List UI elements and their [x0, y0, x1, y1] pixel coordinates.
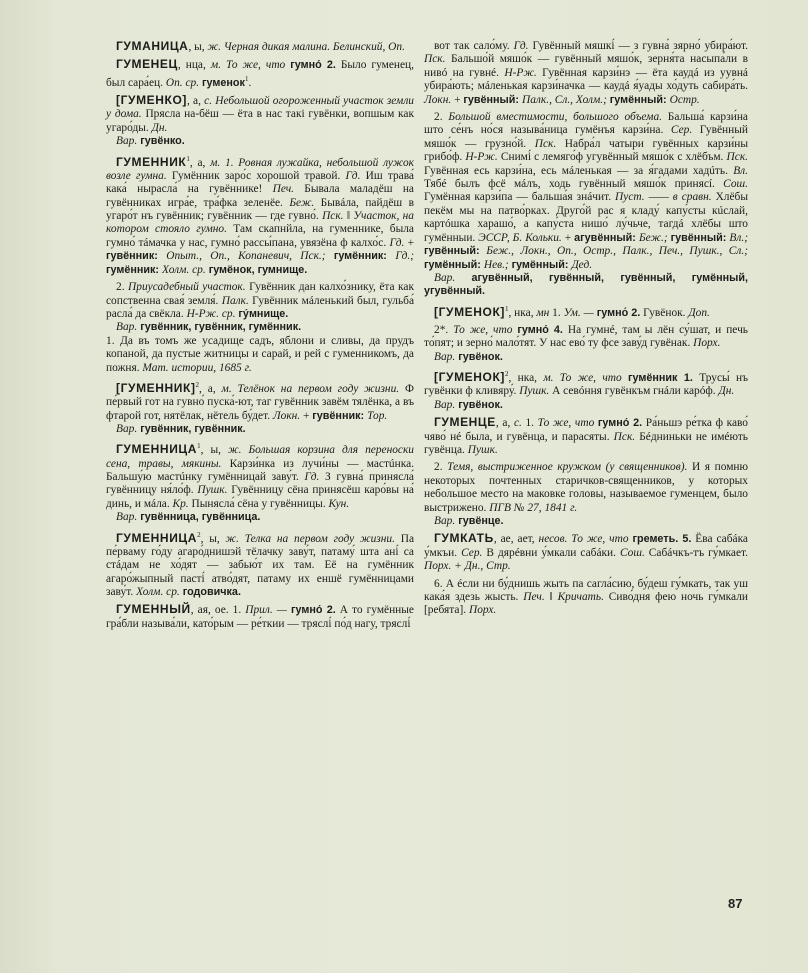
italic-gloss: ж. Телка на первом году жизни.: [225, 532, 395, 545]
text-run: Гувённая карзи́нэ — ёта каудá из уувнá убира́ють; мáленькая карзи́начка — каудá я́уады хо́дуть сабира́ть.: [424, 66, 748, 93]
text-run: 2.: [116, 281, 129, 294]
text-run: З гувна́ принясла́ гувённицу ня́ло́ф.: [106, 470, 414, 497]
text-run: , ая, ое. 1.: [190, 604, 246, 617]
variant-forms: [106, 423, 414, 436]
text-run: Тябé былъ фсё мáлъ, ходь гувённый мяшо́к принясí.: [424, 178, 724, 191]
text-run: +: [404, 236, 414, 249]
entry-text: [424, 461, 748, 515]
italic-gloss: Вар.: [434, 398, 456, 411]
italic-gloss: м. Телёнок на первом году жизни.: [221, 382, 400, 395]
text-run: А то гумённые гра́бли называ́ли, като́рым — ре́ткии — тряслі́ по́д нагу, тряслі́: [106, 604, 414, 630]
text-run: , ае, ает,: [493, 533, 539, 546]
italic-gloss: Пск. ‖ Участок, на котором стояло гумно.: [106, 210, 414, 236]
italic-gloss: Пск.: [534, 137, 557, 150]
entry-text: [106, 603, 414, 631]
entry-text: [106, 153, 414, 277]
italic-gloss: Локн.: [424, 93, 452, 106]
text-run: 2*.: [434, 323, 454, 336]
italic-gloss: Пушк.: [519, 385, 550, 398]
italic-gloss: Большой вместимости, большого объема.: [448, 111, 662, 124]
headword: ГУМЕННИК: [116, 154, 187, 169]
variant-forms: [424, 515, 748, 528]
text-run: , а,: [186, 95, 205, 108]
bold-form: гувённик:: [312, 409, 368, 422]
italic-gloss: с.: [513, 417, 522, 430]
entry-gumennik1-2: [106, 281, 414, 375]
entry-text: [106, 281, 414, 321]
text-run: Ра́ньшэ ре́тка ф каво́ чяво́ нé была, и гувёнца, и парасяты.: [424, 417, 748, 443]
bold-form: гумёнок, гумнище.: [205, 263, 308, 276]
bold-form: гумённик:: [333, 250, 396, 263]
text-run: 2: [504, 370, 509, 379]
italic-gloss: Беж.;: [638, 231, 671, 244]
text-run: 1.: [521, 417, 538, 430]
bold-form: гу́мнище.: [235, 307, 289, 320]
text-run: +: [300, 409, 313, 422]
entry-text: [424, 111, 748, 272]
text-run: Ф пе́рвый гот на гувно́ пуска́-ют, таг гувённик завём тялёнка, а въ фтарой гот, нятёлак, нётель бу́дет.: [106, 382, 414, 422]
text-run: И я помню некоторых почтенных старичков-священников, у которых небольшое место на маковке головы, называемое гуменцем, было выстрижено.: [424, 461, 749, 514]
text-run: Карзи́нка из лучи́ны — мастúнка. Бальшу́ю мастúнку гумённицай заву́т.: [106, 457, 414, 483]
entry-text: [424, 368, 748, 399]
right-column: [424, 40, 748, 622]
text-run: Гувённик дан калхо́знику, ёта как сопственна свая́ земля́.: [106, 281, 414, 307]
italic-gloss: Вар.: [116, 422, 138, 435]
italic-gloss: Беж.: [289, 196, 315, 209]
page-number: 87: [728, 896, 743, 911]
italic-gloss: Вар.: [434, 350, 456, 363]
italic-gloss: Н-Рж. ср.: [186, 307, 236, 320]
bold-form: гуменок: [199, 76, 245, 89]
entry-gumennik2: [106, 379, 414, 436]
text-run: Сиво́дня фею ночь гу́мкали [ребята].: [424, 591, 748, 617]
italic-gloss: несов. То же, что: [538, 533, 633, 546]
italic-gloss: Н-Рж.: [465, 151, 498, 164]
entry-gumanica: [106, 40, 414, 54]
italic-gloss: Н-Рж.: [504, 66, 537, 79]
text-run: А севóння гувёнкъм гнáли карóф.: [549, 385, 719, 398]
bold-form: гумно́ 2.: [290, 59, 336, 72]
bold-form: гувённый:: [670, 231, 730, 244]
text-run: Бальша́ карзи́на што се́нъ но́ся называ́ница гумёнъя карзи́на.: [424, 111, 748, 137]
bold-form: гумно́ 2.: [286, 604, 336, 617]
italic-gloss: Вар.: [116, 135, 138, 148]
italic-gloss: мн: [536, 306, 550, 319]
italic-gloss: м. То же, что: [210, 59, 291, 72]
entry-text: [424, 416, 748, 457]
entry-text: [106, 40, 414, 54]
entry-gumennica1: [106, 440, 414, 524]
text-run: Иш трава́ кака́ нырасла́ на гувённике!: [106, 169, 414, 196]
italic-gloss: Дн.: [151, 121, 168, 134]
italic-gloss: Кун.: [328, 497, 350, 510]
text-run: Бывала маладёш на гувённиках игра́е, тра́фка зеленёе.: [106, 183, 414, 209]
text-run: 6. А éсли ни бу́днишь жыть па сагла́сию, бу́деш гу́мкать, так уш кака́я здезь жысть.: [424, 577, 748, 604]
bold-form: гувёнок.: [455, 350, 503, 363]
bold-form: гумённый:: [511, 258, 572, 271]
entry-gumenec: [106, 58, 414, 90]
left-column: [106, 40, 414, 635]
italic-gloss: Сош.: [723, 178, 748, 191]
text-run: Там скапнйла, на гуменнике, была гумно́ тáмачка у нас, гумно́ рассы́пана, увязёна ф калхо́с.: [106, 223, 414, 249]
italic-gloss: м. То же, что: [543, 371, 628, 384]
italic-gloss: Вл.;: [729, 231, 748, 244]
headword: ГУМЕННИЦА: [116, 530, 198, 545]
variant-forms: [106, 321, 414, 334]
entry-text: [424, 40, 748, 107]
italic-gloss: Тор.: [367, 409, 388, 422]
variant-forms: [424, 351, 748, 364]
text-run: +: [451, 93, 464, 106]
italic-gloss: Гд.;: [395, 250, 414, 263]
text-run: , а,: [495, 417, 514, 430]
italic-gloss: Оп. ср.: [165, 76, 200, 89]
italic-gloss: Палк.: [221, 294, 249, 307]
entry-text: [106, 440, 414, 511]
entry-gumenok2: [424, 368, 748, 412]
bold-form: гувённица, гувённица.: [137, 511, 261, 524]
text-run: Гувённый мяшкі́ — з гувна́ зярно́ убира́ют.: [528, 40, 748, 52]
entry-text: [424, 324, 748, 351]
italic-gloss: Локн.: [272, 409, 301, 422]
italic-gloss: ж. Черная дикая малина. Белинский, Оп.: [207, 41, 405, 53]
text-run: Снимі́ с лемяго́ф угувённый мяшо́к с хлёбъм.: [497, 151, 727, 164]
italic-gloss: То же, что: [537, 417, 598, 430]
text-run: 1: [504, 304, 509, 313]
entry-gumennyj-cont: [424, 40, 748, 107]
text-run: Набра́л чатыри гувённых карзи́ны грибо́ф.: [424, 137, 748, 164]
bold-form: агувённый:: [574, 231, 639, 244]
italic-gloss: Пушк.: [467, 443, 498, 456]
variant-forms: [424, 399, 748, 412]
text-run: Гумённая карзи́па — бальша́я знáчит.: [424, 191, 616, 204]
variant-forms: [424, 272, 748, 299]
italic-gloss: Сер.: [670, 124, 693, 137]
italic-gloss: Беж., Локн., Оп., Остр., Палк., Печ., Пушк., Сл.;: [486, 245, 748, 258]
text-run: , ы,: [188, 41, 208, 53]
variant-forms: [106, 511, 414, 524]
entry-gumennik1: [106, 153, 414, 277]
text-run: Прясла на-бёш — ёта в нас такі гувёнки, вопшым как угаро́ды.: [106, 108, 415, 134]
text-run: Гувённая есь карзи́на, есь мáленькая — за я́гадами хадúть.: [424, 164, 734, 177]
entry-text: [424, 303, 748, 320]
text-run: Хлёбы пекём мы на патво́рках. Друго́й рас я кладу́ капу́сты кúслай, картóшка харашо́, а капу́ста нишо́ лу́чьче, тагдá хлёбы што гумённыи.: [424, 191, 748, 244]
variant-forms: [106, 135, 414, 148]
headword: ГУМЕНЦЕ: [434, 415, 496, 430]
bold-form: гувёнко.: [137, 135, 185, 148]
headword: [ГУМЕНКО]: [116, 93, 187, 108]
bold-form: гувённик:: [106, 250, 167, 263]
bold-form: годовичка.: [179, 586, 241, 599]
text-run: 2.: [434, 461, 448, 474]
text-run: , ы,: [200, 532, 226, 545]
italic-gloss: Мат. истории, 1685 г.: [142, 361, 252, 374]
italic-gloss: Вл.: [733, 164, 748, 177]
italic-gloss: Гд.: [389, 236, 405, 249]
bold-form: греметь. 5.: [632, 533, 692, 546]
italic-gloss: Пушк.: [197, 484, 228, 497]
text-run: 1: [186, 154, 190, 163]
text-run: Гувённицу сёна принясёш каро́вы на́ динь, и мáла.: [106, 484, 414, 510]
text-run: Пынясла́ сёна у гувённицы.: [188, 497, 329, 510]
italic-gloss: Дед.: [571, 258, 593, 271]
text-run: Гувённик мáленький был, гульба́ расла́ да свёкла.: [106, 294, 414, 320]
entry-gumence: [424, 416, 748, 457]
italic-gloss: Прил. —: [245, 604, 287, 617]
headword: [ГУМЕНОК]: [434, 369, 505, 384]
text-run: Трусы́ нъ гувёнки ф кливяру́.: [424, 371, 748, 398]
italic-gloss: Опыт., Оп., Копаневич, Пск.;: [166, 250, 334, 263]
headword: ГУМЕННИЦА: [116, 442, 198, 457]
headword: ГУМКАТЬ: [434, 531, 494, 546]
italic-gloss: Гд.: [304, 470, 320, 483]
italic-gloss: Вар.: [434, 515, 456, 527]
italic-gloss: Гд.: [513, 40, 529, 52]
text-run: , нка,: [508, 306, 537, 319]
italic-gloss: Холм. ср.: [162, 263, 206, 276]
entry-gumennyj: [106, 603, 414, 631]
italic-gloss: ПГВ № 27, 1841 г.: [489, 501, 578, 514]
entry-gumence-2: [424, 461, 748, 528]
text-run: , ы,: [200, 444, 228, 457]
italic-gloss: ж. Большая корзина для переноски сена, травы, мякины.: [106, 444, 414, 470]
italic-gloss: Порх.: [468, 604, 497, 617]
text-run: Бéдниньки не имéють гувёнца.: [424, 430, 748, 456]
italic-gloss: Пск.: [424, 53, 446, 66]
text-run: На гумнé, там ы лён су́шат, и печь то́пят; и зерно́ мало́тят. У нас ево́ ту фсе заву́д гувёнак.: [424, 323, 748, 350]
bold-form: гумённик:: [106, 263, 163, 276]
italic-gloss: То же, что: [453, 323, 518, 336]
bold-form: гувённый:: [463, 93, 523, 106]
bold-form: гувённик, гувённик.: [137, 422, 246, 435]
bold-form: гувённый:: [424, 245, 487, 258]
text-run: Бальшо́й мяшо́к — гувённый мяшо́к, зерня́та насыпа́ли в нивó на гувнé.: [424, 53, 748, 79]
entry-gumenok1: [424, 303, 748, 320]
entry-text: [424, 532, 748, 573]
text-run: , нца,: [177, 59, 211, 72]
entry-gumenko: [106, 94, 414, 149]
text-run: 1: [197, 442, 201, 451]
headword: [ГУМЕННИК]: [116, 380, 196, 395]
text-run: 2: [195, 380, 200, 389]
text-run: 1. Да въ томъ же усадище садъ, яблони и сливы, да прудъ копаной, да пустые житницы и сарай, и рей с гуменникомъ, да пожня.: [106, 334, 414, 374]
italic-gloss: Палк., Сл., Холм.;: [522, 93, 610, 106]
text-run: , а,: [199, 382, 222, 395]
headword: ГУМЕНЕЦ: [116, 57, 178, 72]
bold-form: гумённик 1.: [628, 371, 693, 384]
italic-gloss: Пуст. —— в сравн.: [615, 191, 712, 204]
italic-gloss: ЭССР, Б. Кольки.: [478, 231, 562, 244]
headword: ГУМЕННЫЙ: [116, 602, 191, 617]
bold-form: гувёнок.: [455, 398, 503, 411]
italic-gloss: Печ.: [272, 183, 295, 196]
italic-gloss: Пск.: [726, 151, 749, 164]
italic-gloss: Вар.: [434, 271, 456, 284]
entry-text: [106, 529, 414, 600]
text-run: 1.: [549, 306, 564, 319]
text-run: +: [561, 231, 575, 244]
italic-gloss: Гд.: [345, 169, 361, 182]
italic-gloss: Темя, выстриженное кружком (у священников).: [447, 461, 688, 474]
text-run: .: [248, 76, 252, 89]
bold-form: гумно́ 2.: [593, 306, 641, 319]
text-run: вот так сало́му.: [434, 40, 514, 52]
text-run: Бывáла, пайдёш в угаро́т нъ гувённик; гувённик — где гувно́.: [106, 196, 414, 223]
italic-gloss: Сош.: [619, 546, 645, 559]
italic-gloss: Ум. —: [563, 306, 594, 319]
text-run: В дярéвни у́мкали сабáки.: [482, 546, 620, 559]
text-run: Гувённый мяшо́к — грузно́й.: [424, 124, 748, 150]
entry-text: [106, 94, 414, 135]
text-run: 1: [244, 74, 249, 83]
headword: ГУМАНИЦА: [116, 39, 189, 53]
text-run: Было гуменец, был сара́ец.: [106, 59, 414, 89]
entry-text: [106, 58, 414, 90]
headword: [ГУМЕНОК]: [434, 304, 505, 319]
bold-form: гувёнце.: [455, 515, 504, 527]
italic-gloss: Порх. + Дн., Стр.: [424, 560, 511, 573]
italic-gloss: м. 1. Ровная лужайка, небольшой лужок возле гумна.: [106, 156, 414, 182]
italic-gloss: Остр.: [669, 93, 700, 106]
entry-gumennyj-2: [424, 111, 748, 299]
italic-gloss: Сер.: [461, 546, 483, 559]
text-run: , а,: [189, 156, 211, 169]
italic-gloss: Приусадебный участок.: [128, 281, 246, 294]
entry-gumenok1-2: [424, 324, 748, 364]
entry-text: [424, 578, 748, 618]
italic-gloss: Порх.: [693, 337, 721, 350]
italic-gloss: Печ. ‖ Кричать.: [523, 591, 604, 604]
text-run: 2.: [434, 111, 449, 124]
bold-form: агувённый, гувённый, гувённый, гумённый, угувённый.: [424, 271, 748, 298]
text-run: Гумённик заро́с хорошой травой.: [166, 169, 346, 182]
text-run: Гувёнок.: [640, 306, 689, 319]
entry-gumkat-6: [424, 578, 748, 618]
italic-gloss: Вар.: [116, 511, 138, 524]
italic-gloss: Кр.: [172, 497, 189, 510]
bold-form: гувённик, гувённик, гумённик.: [137, 321, 302, 334]
bold-form: гумённый:: [609, 93, 670, 106]
bold-form: гумённый:: [424, 258, 484, 271]
text-run: 2: [197, 530, 201, 539]
historical-quote: [106, 335, 414, 375]
text-run: Ёва сабáка у́мкъи.: [424, 533, 748, 559]
italic-gloss: Нев.;: [483, 258, 512, 271]
italic-gloss: с. Небольшой огороженный участок земли у дома.: [106, 95, 414, 121]
italic-gloss: Холм. ср.: [136, 586, 180, 599]
text-run: , нка,: [508, 371, 544, 384]
italic-gloss: Вар.: [116, 321, 138, 334]
text-run: Сабáчкъ-тъ гу́мкает.: [644, 546, 748, 559]
italic-gloss: Доп.: [688, 306, 710, 319]
text-run: Па пе́рваму го́ду агаро́днишэй тёлачку заву́т, патаму́ шта ані́ са стáдам не хо́дят — забью́т их там. Её на гумённик агаро́жыпный пасті́ атво́дят, патаму их еншё гумённицами заву́т.: [106, 532, 414, 599]
italic-gloss: Дн.: [718, 385, 735, 398]
entry-text: [106, 379, 414, 423]
bold-form: гумно́ 4.: [517, 323, 563, 336]
italic-gloss: Пск.: [613, 430, 636, 443]
entry-gumkat: [424, 532, 748, 573]
entry-gumennica2: [106, 529, 414, 600]
bold-form: гумно́ 2.: [597, 417, 643, 430]
